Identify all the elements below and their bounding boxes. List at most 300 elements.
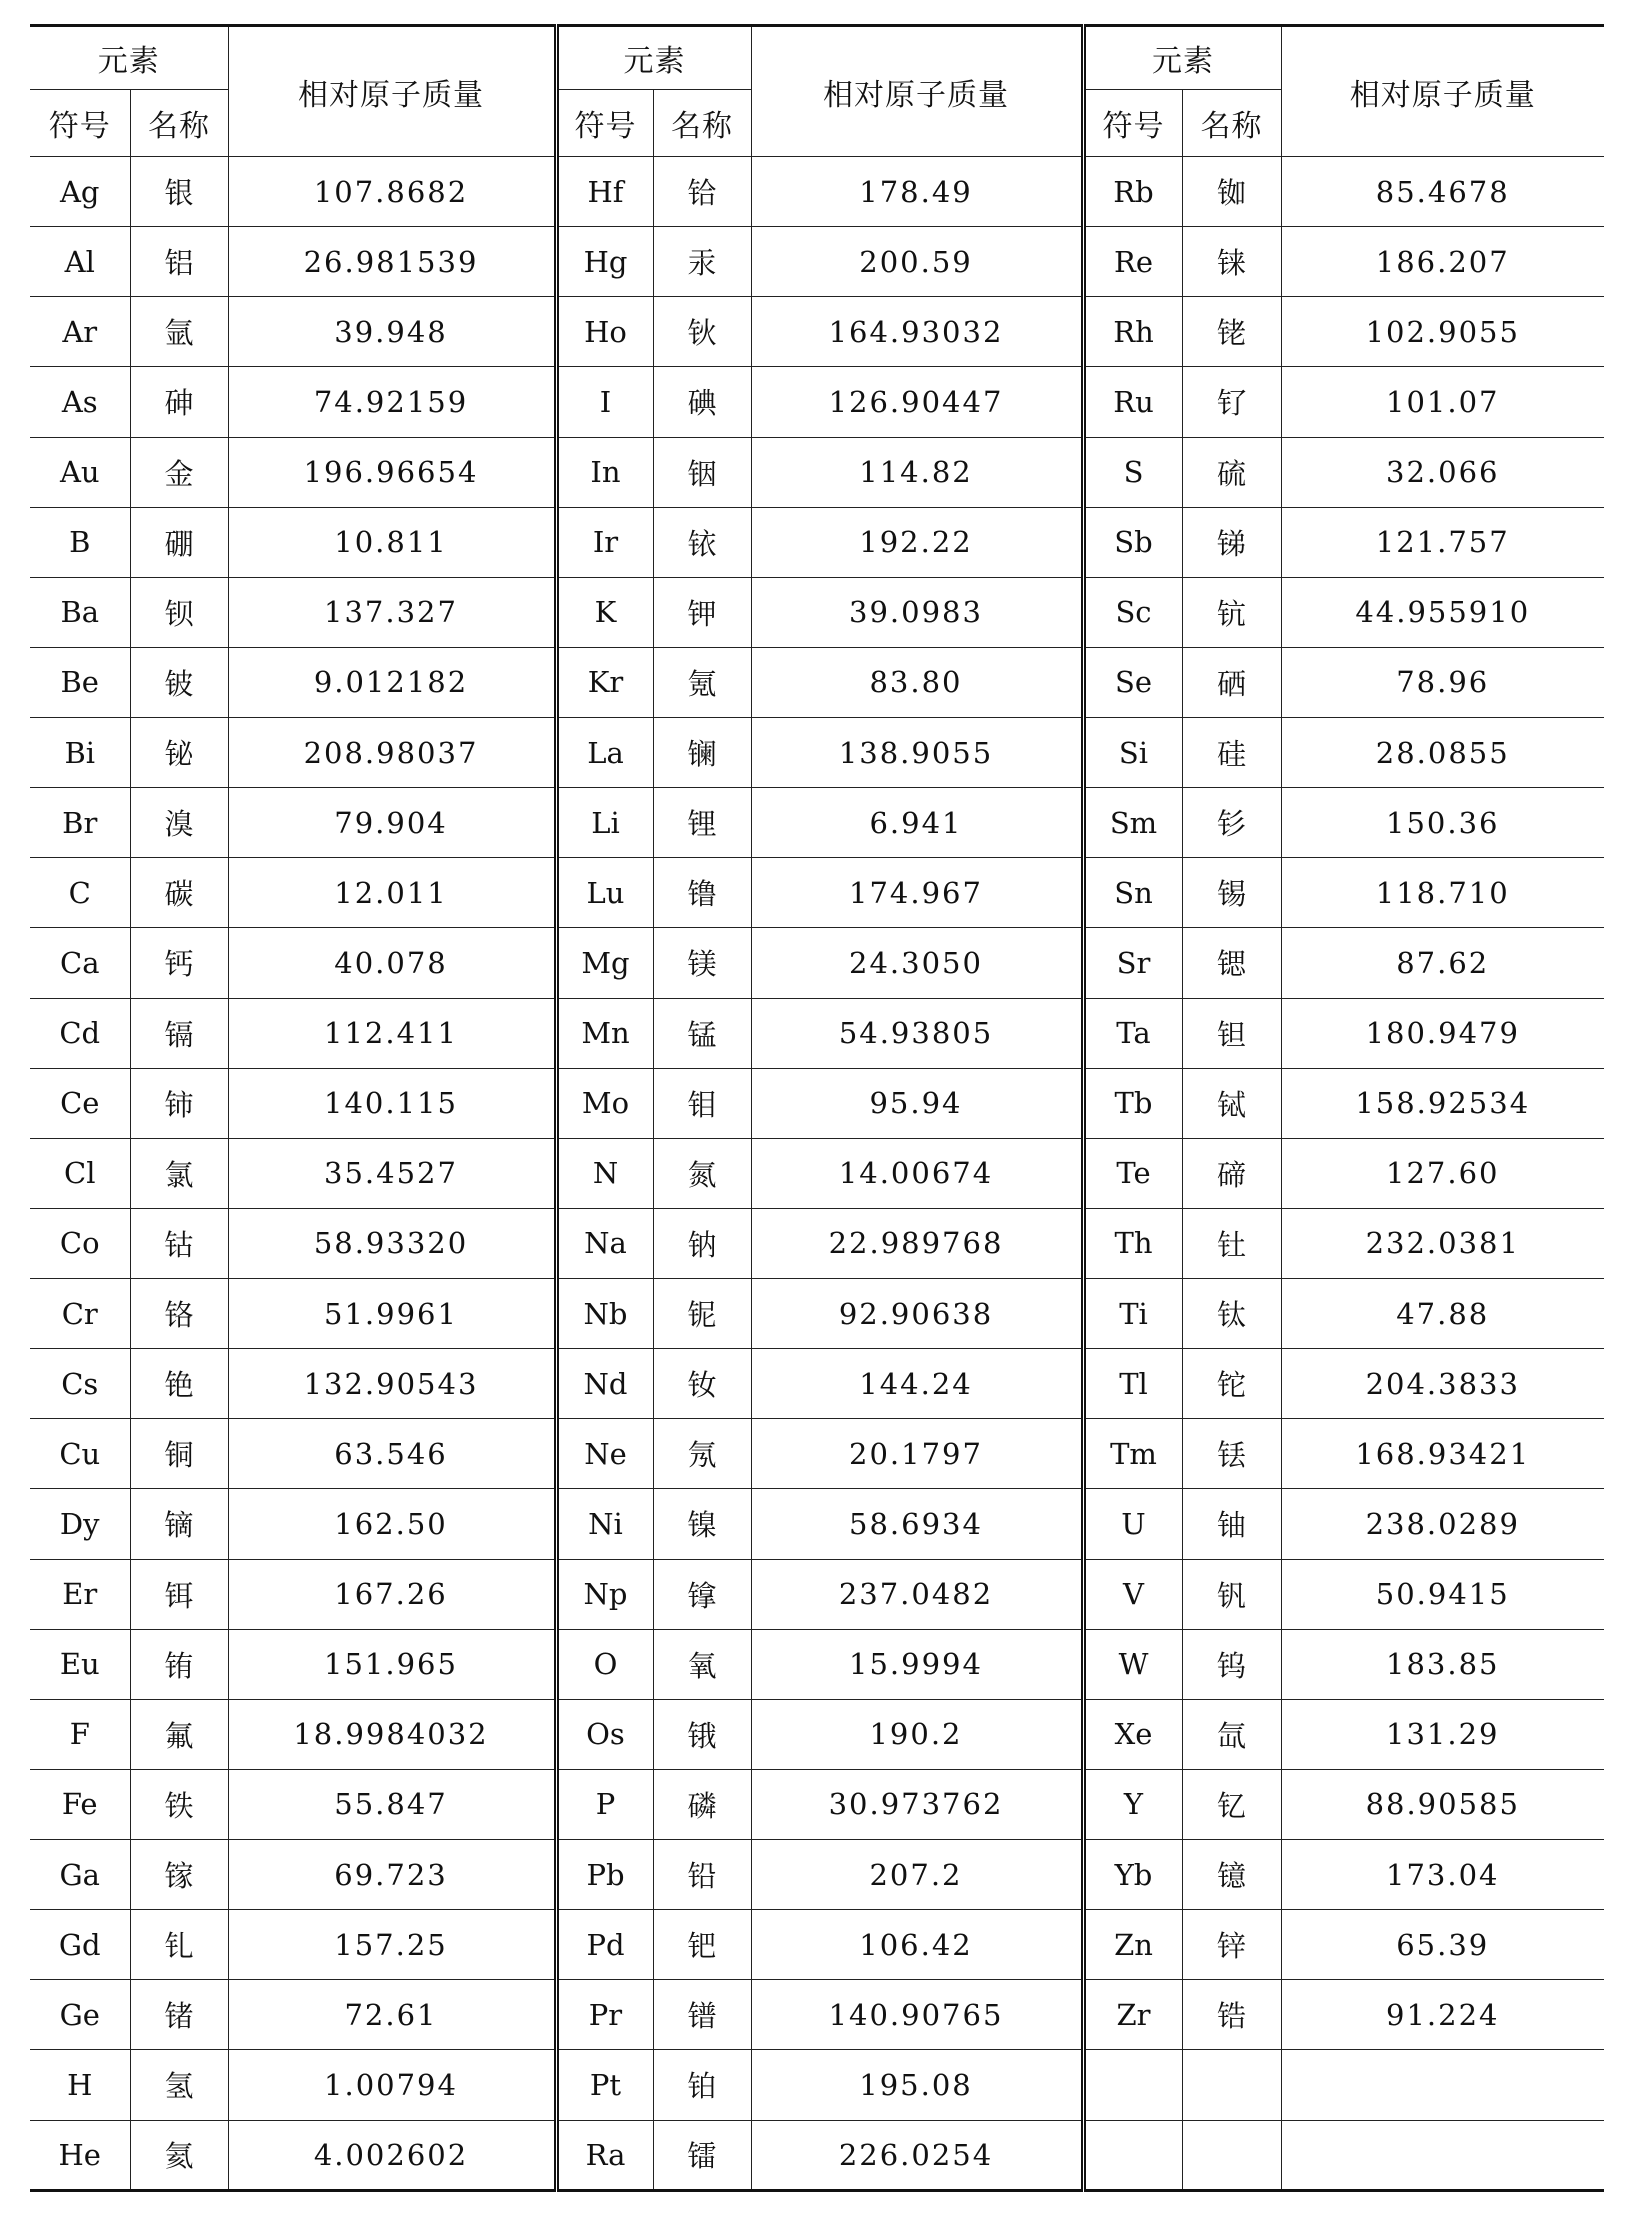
table-row xyxy=(30,2050,1604,2120)
atomic-mass: 157.25 xyxy=(228,1910,556,1980)
mass-header: 相对原子质量 xyxy=(228,26,556,157)
atomic-mass: 178.49 xyxy=(751,157,1083,227)
atomic-mass: 4.002602 xyxy=(228,2120,556,2191)
element-name: 锶 xyxy=(1182,928,1281,998)
table-row xyxy=(30,577,1604,647)
element-name: 镱 xyxy=(1182,1840,1281,1910)
element-name: 氧 xyxy=(653,1629,751,1699)
element-symbol: Tm xyxy=(1083,1419,1182,1489)
element-name: 碘 xyxy=(653,367,751,437)
element-symbol: Eu xyxy=(30,1629,130,1699)
atomic-mass: 20.1797 xyxy=(751,1419,1083,1489)
symbol-header: 符号 xyxy=(30,90,130,157)
atomic-mass: 106.42 xyxy=(751,1910,1083,1980)
atomic-mass: 183.85 xyxy=(1281,1629,1604,1699)
table-row xyxy=(30,1629,1604,1699)
element-name: 钽 xyxy=(1182,998,1281,1068)
atomic-mass: 10.811 xyxy=(228,507,556,577)
atomic-mass: 50.9415 xyxy=(1281,1559,1604,1629)
table-row xyxy=(30,858,1604,928)
element-symbol: Zn xyxy=(1083,1910,1182,1980)
atomic-mass: 39.0983 xyxy=(751,577,1083,647)
atomic-mass xyxy=(1281,2120,1604,2191)
atomic-mass: 140.115 xyxy=(228,1068,556,1138)
element-symbol: Sr xyxy=(1083,928,1182,998)
table-row xyxy=(30,998,1604,1068)
table-row xyxy=(30,788,1604,858)
element-name: 钌 xyxy=(1182,367,1281,437)
element-name: 锇 xyxy=(653,1699,751,1769)
atomic-mass: 127.60 xyxy=(1281,1138,1604,1208)
table-row xyxy=(30,367,1604,437)
element-symbol: Cu xyxy=(30,1419,130,1489)
table-row xyxy=(30,1489,1604,1559)
element-name: 铍 xyxy=(130,647,228,717)
element-name: 铥 xyxy=(1182,1419,1281,1489)
element-name: 钯 xyxy=(653,1910,751,1980)
element-symbol: Cr xyxy=(30,1279,130,1349)
element-name: 钕 xyxy=(653,1349,751,1419)
element-name: 溴 xyxy=(130,788,228,858)
element-name: 氖 xyxy=(653,1419,751,1489)
table-row xyxy=(30,1349,1604,1419)
atomic-mass xyxy=(1281,2050,1604,2120)
table-row xyxy=(30,227,1604,297)
atomic-mass: 88.90585 xyxy=(1281,1769,1604,1839)
element-name: 硼 xyxy=(130,507,228,577)
name-header: 名称 xyxy=(130,90,228,157)
table-row xyxy=(30,1208,1604,1278)
element-name: 磷 xyxy=(653,1769,751,1839)
element-name: 锗 xyxy=(130,1980,228,2050)
table-row xyxy=(30,1068,1604,1138)
element-symbol: U xyxy=(1083,1489,1182,1559)
element-symbol: Os xyxy=(556,1699,653,1769)
atomic-mass: 114.82 xyxy=(751,437,1083,507)
element-name: 钬 xyxy=(653,297,751,367)
symbol-header: 符号 xyxy=(556,90,653,157)
mass-header: 相对原子质量 xyxy=(751,26,1083,157)
atomic-mass: 32.066 xyxy=(1281,437,1604,507)
element-symbol: Mg xyxy=(556,928,653,998)
element-symbol: Mo xyxy=(556,1068,653,1138)
element-name: 铌 xyxy=(653,1279,751,1349)
atomic-mass: 28.0855 xyxy=(1281,718,1604,788)
atomic-mass: 58.93320 xyxy=(228,1208,556,1278)
element-name: 钐 xyxy=(1182,788,1281,858)
atomic-mass: 204.3833 xyxy=(1281,1349,1604,1419)
atomic-mass: 35.4527 xyxy=(228,1138,556,1208)
element-symbol: H xyxy=(30,2050,130,2120)
atomic-mass: 55.847 xyxy=(228,1769,556,1839)
element-symbol: Sb xyxy=(1083,507,1182,577)
element-name: 铽 xyxy=(1182,1068,1281,1138)
atomic-mass: 151.965 xyxy=(228,1629,556,1699)
atomic-mass: 72.61 xyxy=(228,1980,556,2050)
atomic-mass: 190.2 xyxy=(751,1699,1083,1769)
element-symbol: Lu xyxy=(556,858,653,928)
atomic-mass: 167.26 xyxy=(228,1559,556,1629)
atomic-mass: 174.967 xyxy=(751,858,1083,928)
atomic-mass: 1.00794 xyxy=(228,2050,556,2120)
atomic-mass: 24.3050 xyxy=(751,928,1083,998)
element-name: 钪 xyxy=(1182,577,1281,647)
atomic-mass: 30.973762 xyxy=(751,1769,1083,1839)
element-symbol: Ti xyxy=(1083,1279,1182,1349)
element-symbol: Ta xyxy=(1083,998,1182,1068)
atomic-mass: 65.39 xyxy=(1281,1910,1604,1980)
element-symbol: I xyxy=(556,367,653,437)
element-symbol: F xyxy=(30,1699,130,1769)
element-name: 镥 xyxy=(653,858,751,928)
atomic-mass: 39.948 xyxy=(228,297,556,367)
atomic-mass: 74.92159 xyxy=(228,367,556,437)
atomic-mass: 12.011 xyxy=(228,858,556,928)
element-symbol: Te xyxy=(1083,1138,1182,1208)
table-row xyxy=(30,1769,1604,1839)
element-symbol: Y xyxy=(1083,1769,1182,1839)
atomic-mass: 63.546 xyxy=(228,1419,556,1489)
atomic-mass: 196.96654 xyxy=(228,437,556,507)
element-name: 氮 xyxy=(653,1138,751,1208)
element-symbol: N xyxy=(556,1138,653,1208)
atomic-mass: 15.9994 xyxy=(751,1629,1083,1699)
element-symbol: Au xyxy=(30,437,130,507)
element-symbol: Er xyxy=(30,1559,130,1629)
element-name: 铒 xyxy=(130,1559,228,1629)
element-header: 元素 xyxy=(30,26,228,90)
table-row xyxy=(30,157,1604,227)
element-name: 硫 xyxy=(1182,437,1281,507)
table-row xyxy=(30,1840,1604,1910)
element-symbol: Tl xyxy=(1083,1349,1182,1419)
element-symbol: O xyxy=(556,1629,653,1699)
element-name: 铯 xyxy=(130,1349,228,1419)
element-name: 镝 xyxy=(130,1489,228,1559)
element-name: 钛 xyxy=(1182,1279,1281,1349)
atomic-mass: 47.88 xyxy=(1281,1279,1604,1349)
element-name: 锆 xyxy=(1182,1980,1281,2050)
atomic-mass: 173.04 xyxy=(1281,1840,1604,1910)
element-name: 铀 xyxy=(1182,1489,1281,1559)
element-name: 氙 xyxy=(1182,1699,1281,1769)
atomic-mass: 112.411 xyxy=(228,998,556,1068)
element-name: 锰 xyxy=(653,998,751,1068)
atomic-mass: 6.941 xyxy=(751,788,1083,858)
table-row xyxy=(30,718,1604,788)
atomic-mass: 131.29 xyxy=(1281,1699,1604,1769)
element-name: 金 xyxy=(130,437,228,507)
element-symbol: Np xyxy=(556,1559,653,1629)
atomic-mass: 121.757 xyxy=(1281,507,1604,577)
element-name: 碳 xyxy=(130,858,228,928)
element-name xyxy=(1182,2050,1281,2120)
element-symbol: Ca xyxy=(30,928,130,998)
atomic-mass: 83.80 xyxy=(751,647,1083,717)
element-symbol: Nd xyxy=(556,1349,653,1419)
element-name: 镭 xyxy=(653,2120,751,2191)
element-symbol: Rh xyxy=(1083,297,1182,367)
element-symbol: Sc xyxy=(1083,577,1182,647)
element-name: 镎 xyxy=(653,1559,751,1629)
element-symbol: Fe xyxy=(30,1769,130,1839)
symbol-header: 符号 xyxy=(1083,90,1182,157)
element-symbol: Ra xyxy=(556,2120,653,2191)
element-name: 铁 xyxy=(130,1769,228,1839)
atomic-mass: 101.07 xyxy=(1281,367,1604,437)
element-name: 镓 xyxy=(130,1840,228,1910)
element-symbol: Hg xyxy=(556,227,653,297)
element-name: 铟 xyxy=(653,437,751,507)
element-symbol: Ge xyxy=(30,1980,130,2050)
element-symbol: Rb xyxy=(1083,157,1182,227)
element-name: 铋 xyxy=(130,718,228,788)
element-symbol: Ni xyxy=(556,1489,653,1559)
atomic-mass: 195.08 xyxy=(751,2050,1083,2120)
atomic-mass: 200.59 xyxy=(751,227,1083,297)
atomic-mass: 40.078 xyxy=(228,928,556,998)
element-name: 锌 xyxy=(1182,1910,1281,1980)
element-name: 氩 xyxy=(130,297,228,367)
atomic-mass: 69.723 xyxy=(228,1840,556,1910)
atomic-mass: 180.9479 xyxy=(1281,998,1604,1068)
element-name: 钙 xyxy=(130,928,228,998)
element-name: 钒 xyxy=(1182,1559,1281,1629)
element-name: 铂 xyxy=(653,2050,751,2120)
element-symbol: As xyxy=(30,367,130,437)
atomic-mass: 78.96 xyxy=(1281,647,1604,717)
atomic-mass: 91.224 xyxy=(1281,1980,1604,2050)
element-name: 氦 xyxy=(130,2120,228,2191)
element-symbol: Sn xyxy=(1083,858,1182,928)
table-row xyxy=(30,437,1604,507)
atomic-mass: 95.94 xyxy=(751,1068,1083,1138)
element-symbol: Ho xyxy=(556,297,653,367)
element-name: 砷 xyxy=(130,367,228,437)
atomic-mass: 168.93421 xyxy=(1281,1419,1604,1489)
element-name: 碲 xyxy=(1182,1138,1281,1208)
element-name: 铈 xyxy=(130,1068,228,1138)
element-name: 铊 xyxy=(1182,1349,1281,1419)
element-symbol: Zr xyxy=(1083,1980,1182,2050)
atomic-mass: 208.98037 xyxy=(228,718,556,788)
element-symbol: Ce xyxy=(30,1068,130,1138)
element-symbol: C xyxy=(30,858,130,928)
element-symbol: W xyxy=(1083,1629,1182,1699)
element-symbol: Mn xyxy=(556,998,653,1068)
element-symbol: Ag xyxy=(30,157,130,227)
element-name: 钼 xyxy=(653,1068,751,1138)
element-name: 钨 xyxy=(1182,1629,1281,1699)
element-name: 铅 xyxy=(653,1840,751,1910)
element-name: 铜 xyxy=(130,1419,228,1489)
element-symbol: Be xyxy=(30,647,130,717)
atomic-mass: 138.9055 xyxy=(751,718,1083,788)
element-name: 铼 xyxy=(1182,227,1281,297)
element-name: 氢 xyxy=(130,2050,228,2120)
name-header: 名称 xyxy=(653,90,751,157)
element-name: 铬 xyxy=(130,1279,228,1349)
element-symbol: Ga xyxy=(30,1840,130,1910)
atomic-mass: 238.0289 xyxy=(1281,1489,1604,1559)
atomic-mass: 140.90765 xyxy=(751,1980,1083,2050)
element-name: 钾 xyxy=(653,577,751,647)
atomic-mass: 137.327 xyxy=(228,577,556,647)
element-symbol: Sm xyxy=(1083,788,1182,858)
element-name: 铕 xyxy=(130,1629,228,1699)
element-symbol: Al xyxy=(30,227,130,297)
element-symbol: Ar xyxy=(30,297,130,367)
element-name: 钆 xyxy=(130,1910,228,1980)
element-symbol: Re xyxy=(1083,227,1182,297)
element-name: 镨 xyxy=(653,1980,751,2050)
atomic-mass: 186.207 xyxy=(1281,227,1604,297)
element-name: 镁 xyxy=(653,928,751,998)
element-symbol: Gd xyxy=(30,1910,130,1980)
atomic-mass: 87.62 xyxy=(1281,928,1604,998)
atomic-mass: 92.90638 xyxy=(751,1279,1083,1349)
element-symbol: Nb xyxy=(556,1279,653,1349)
element-symbol: Yb xyxy=(1083,1840,1182,1910)
element-name: 锂 xyxy=(653,788,751,858)
element-symbol: Th xyxy=(1083,1208,1182,1278)
element-symbol: Cs xyxy=(30,1349,130,1419)
element-symbol: Pt xyxy=(556,2050,653,2120)
element-name: 铑 xyxy=(1182,297,1281,367)
element-symbol: B xyxy=(30,507,130,577)
atomic-mass: 54.93805 xyxy=(751,998,1083,1068)
element-symbol: V xyxy=(1083,1559,1182,1629)
element-symbol: Cd xyxy=(30,998,130,1068)
element-symbol: In xyxy=(556,437,653,507)
element-name: 铷 xyxy=(1182,157,1281,227)
element-name: 铝 xyxy=(130,227,228,297)
name-header: 名称 xyxy=(1182,90,1281,157)
element-name: 钠 xyxy=(653,1208,751,1278)
element-name: 汞 xyxy=(653,227,751,297)
element-name: 钇 xyxy=(1182,1769,1281,1839)
element-symbol: Ru xyxy=(1083,367,1182,437)
atomic-mass: 85.4678 xyxy=(1281,157,1604,227)
table-row xyxy=(30,1559,1604,1629)
element-symbol: Ir xyxy=(556,507,653,577)
atomic-mass: 118.710 xyxy=(1281,858,1604,928)
element-symbol: Ba xyxy=(30,577,130,647)
atomic-mass: 58.6934 xyxy=(751,1489,1083,1559)
table-row xyxy=(30,1138,1604,1208)
table-body xyxy=(30,157,1604,2191)
atomic-mass: 14.00674 xyxy=(751,1138,1083,1208)
element-name: 镍 xyxy=(653,1489,751,1559)
element-symbol: Cl xyxy=(30,1138,130,1208)
atomic-mass: 192.22 xyxy=(751,507,1083,577)
element-symbol: Si xyxy=(1083,718,1182,788)
table-row xyxy=(30,1419,1604,1489)
atomic-mass: 144.24 xyxy=(751,1349,1083,1419)
atomic-mass: 107.8682 xyxy=(228,157,556,227)
element-symbol: Br xyxy=(30,788,130,858)
atomic-mass: 9.012182 xyxy=(228,647,556,717)
table-row xyxy=(30,1910,1604,1980)
element-name: 硅 xyxy=(1182,718,1281,788)
table-row xyxy=(30,928,1604,998)
atomic-mass: 44.955910 xyxy=(1281,577,1604,647)
table-row xyxy=(30,2120,1604,2191)
element-symbol: Dy xyxy=(30,1489,130,1559)
element-symbol: Na xyxy=(556,1208,653,1278)
element-symbol: Tb xyxy=(1083,1068,1182,1138)
header-row-group xyxy=(30,26,1604,90)
element-symbol: P xyxy=(556,1769,653,1839)
mass-header: 相对原子质量 xyxy=(1281,26,1604,157)
table-row xyxy=(30,297,1604,367)
element-name: 锡 xyxy=(1182,858,1281,928)
atomic-mass: 162.50 xyxy=(228,1489,556,1559)
atomic-mass: 18.9984032 xyxy=(228,1699,556,1769)
element-symbol: La xyxy=(556,718,653,788)
element-symbol: Se xyxy=(1083,647,1182,717)
element-name: 硒 xyxy=(1182,647,1281,717)
atomic-mass: 102.9055 xyxy=(1281,297,1604,367)
atomic-mass: 226.0254 xyxy=(751,2120,1083,2191)
element-name: 镉 xyxy=(130,998,228,1068)
element-name: 钍 xyxy=(1182,1208,1281,1278)
table-row xyxy=(30,507,1604,577)
element-name: 氯 xyxy=(130,1138,228,1208)
atomic-mass: 26.981539 xyxy=(228,227,556,297)
element-symbol xyxy=(1083,2050,1182,2120)
element-symbol: Pd xyxy=(556,1910,653,1980)
element-symbol: Pb xyxy=(556,1840,653,1910)
element-symbol: S xyxy=(1083,437,1182,507)
element-symbol: Li xyxy=(556,788,653,858)
element-name: 氟 xyxy=(130,1699,228,1769)
element-symbol: K xyxy=(556,577,653,647)
element-symbol: Pr xyxy=(556,1980,653,2050)
atomic-mass: 132.90543 xyxy=(228,1349,556,1419)
element-header: 元素 xyxy=(1083,26,1281,90)
element-symbol: Bi xyxy=(30,718,130,788)
element-name: 铪 xyxy=(653,157,751,227)
element-symbol: Ne xyxy=(556,1419,653,1489)
atomic-mass: 158.92534 xyxy=(1281,1068,1604,1138)
element-name xyxy=(1182,2120,1281,2191)
element-symbol: Hf xyxy=(556,157,653,227)
atomic-mass: 207.2 xyxy=(751,1840,1083,1910)
atomic-mass: 51.9961 xyxy=(228,1279,556,1349)
atomic-mass-table xyxy=(30,24,1604,2192)
atomic-mass: 232.0381 xyxy=(1281,1208,1604,1278)
table-row xyxy=(30,1699,1604,1769)
atomic-mass: 22.989768 xyxy=(751,1208,1083,1278)
element-symbol: Kr xyxy=(556,647,653,717)
element-symbol xyxy=(1083,2120,1182,2191)
table-row xyxy=(30,1279,1604,1349)
element-name: 氪 xyxy=(653,647,751,717)
table-row xyxy=(30,1980,1604,2050)
atomic-mass: 79.904 xyxy=(228,788,556,858)
table-row xyxy=(30,647,1604,717)
element-header: 元素 xyxy=(556,26,751,90)
element-symbol: Xe xyxy=(1083,1699,1182,1769)
atomic-mass: 150.36 xyxy=(1281,788,1604,858)
atomic-mass: 237.0482 xyxy=(751,1559,1083,1629)
element-name: 铱 xyxy=(653,507,751,577)
element-symbol: He xyxy=(30,2120,130,2191)
element-name: 钴 xyxy=(130,1208,228,1278)
element-name: 银 xyxy=(130,157,228,227)
element-name: 镧 xyxy=(653,718,751,788)
